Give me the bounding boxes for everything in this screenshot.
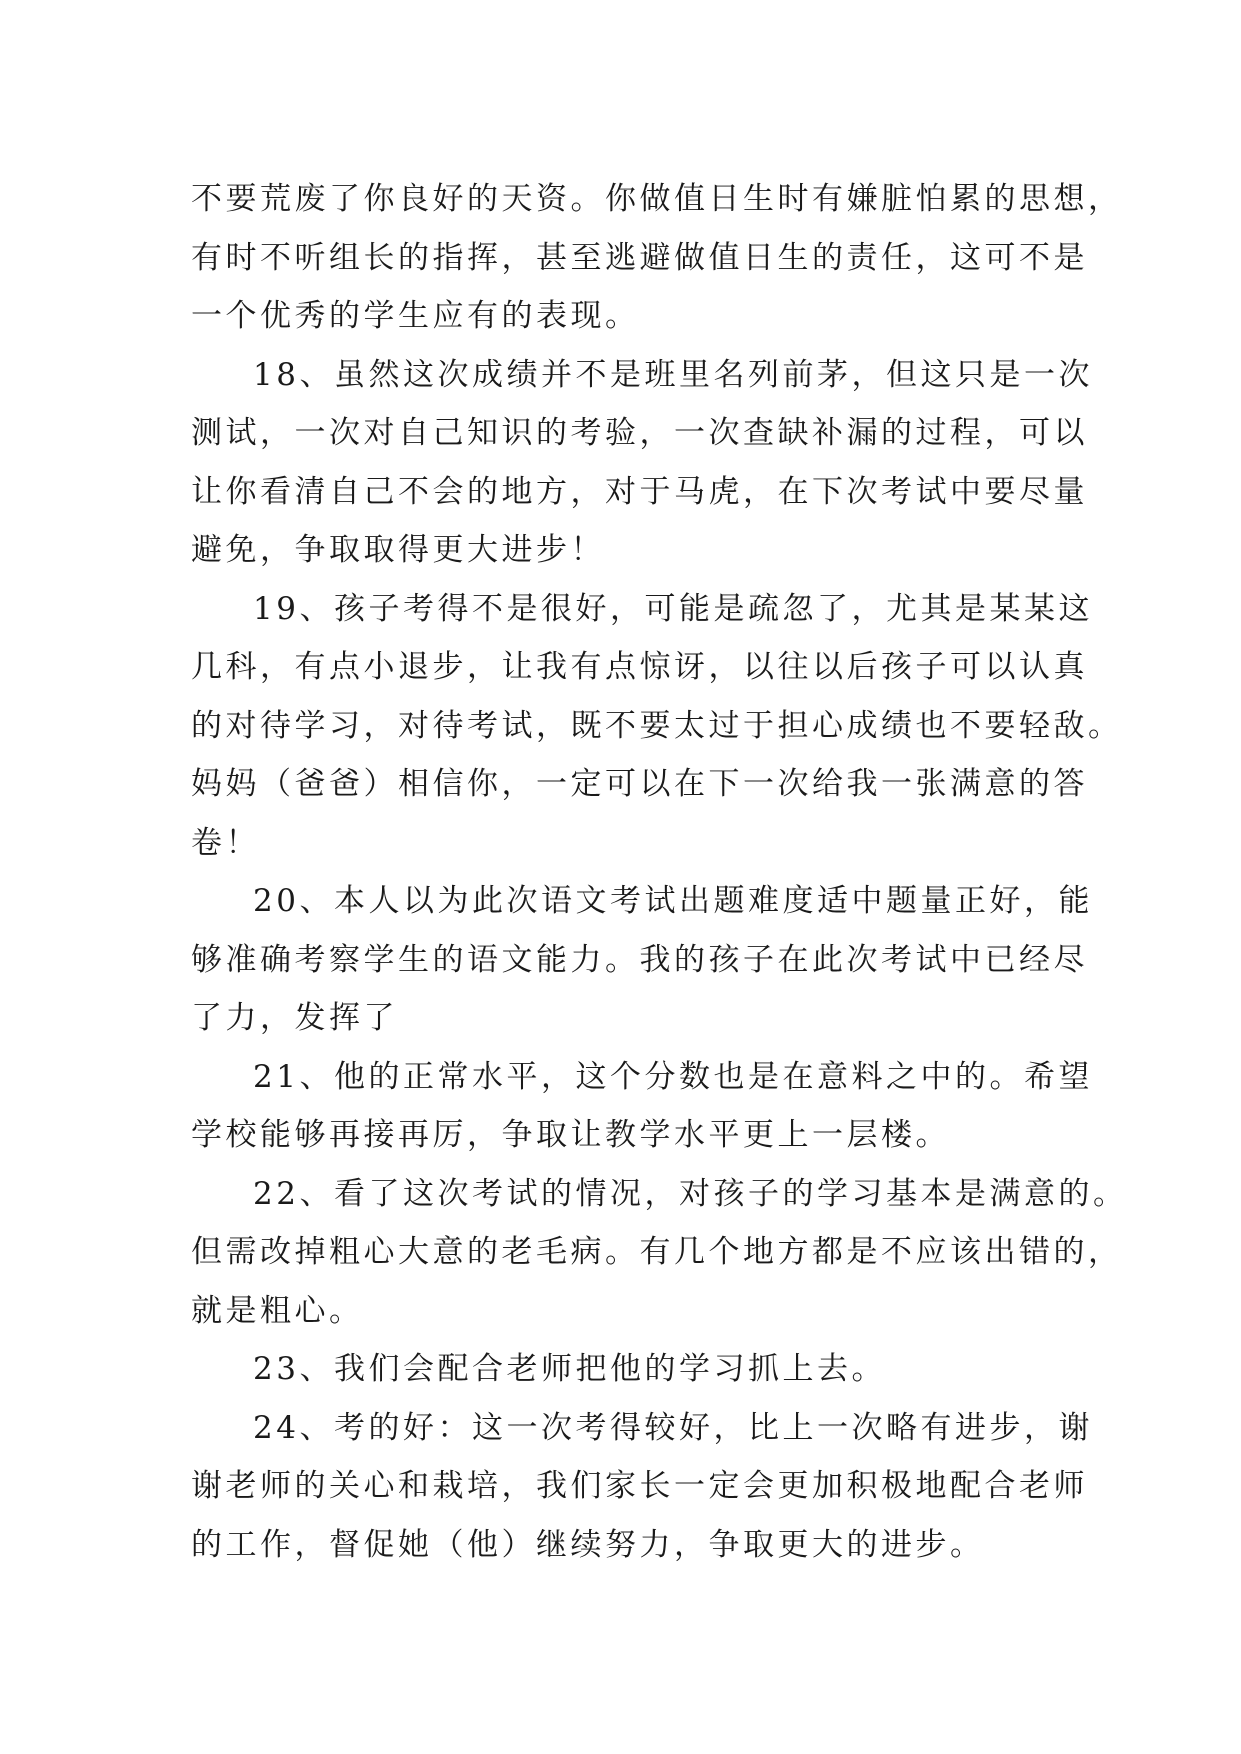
text-line: 妈妈（爸爸）相信你，一定可以在下一次给我一张满意的答 [191,766,1088,802]
text-line: 23、我们会配合老师把他的学习抓上去。 [253,1351,886,1387]
text-line: 卷！ [191,824,260,861]
text-line: 24、考的好：这一次考得较好，比上一次略有进步，谢 [253,1409,1093,1446]
text-line: 测试，一次对自己知识的考验，一次查缺补漏的过程，可以 [191,415,1088,451]
text-line: 21、他的正常水平，这个分数也是在意料之中的。希望 [253,1058,1093,1095]
paragraph-20 [191,872,1093,1048]
text-line: 避免，争取取得更大进步！ [191,532,605,568]
text-line: 的工作，督促她（他）继续努力，争取更大的进步。 [191,1526,985,1563]
text-line: 20、本人以为此次语文考试出题难度适中题量正好，能 [253,883,1093,919]
document-body [191,170,1128,1574]
text-line: 几科，有点小退步，让我有点惊讶，以往以后孩子可以认真 [191,649,1088,685]
text-line: 不要荒废了你良好的天资。你做值日生时有嫌脏怕累的思想， [191,181,1123,217]
text-line: 谢老师的关心和栽培，我们家长一定会更加积极地配合老师 [191,1468,1088,1504]
text-line: 让你看清自己不会的地方，对于马虎，在下次考试中要尽量 [191,473,1088,510]
text-line: 够准确考察学生的语文能力。我的孩子在此次考试中已经尽 [191,941,1088,978]
text-line: 学校能够再接再厉，争取让教学水平更上一层楼。 [191,1117,950,1153]
paragraph-18 [191,346,1093,580]
text-line: 有时不听组长的指挥，甚至逃避做值日生的责任，这可不是 [191,239,1088,276]
text-line: 但需改掉粗心大意的老毛病。有几个地方都是不应该出错的， [191,1234,1123,1270]
text-line: 一个优秀的学生应有的表现。 [191,298,640,334]
paragraph-continued [191,170,1123,346]
text-line: 19、孩子考得不是很好，可能是疏忽了，尤其是某某这 [253,590,1093,627]
text-line: 就是粗心。 [191,1292,364,1329]
paragraph-22 [191,1165,1128,1341]
text-line: 22、看了这次考试的情况，对孩子的学习基本是满意的。 [253,1175,1128,1212]
paragraph-19 [191,580,1123,873]
paragraph-24 [191,1399,1093,1575]
paragraph-23 [191,1340,1071,1399]
paragraph-21 [191,1048,1093,1165]
text-line: 18、虽然这次成绩并不是班里名列前茅，但这只是一次 [253,356,1093,393]
text-line: 了力，发挥了 [191,1000,398,1036]
text-line: 的对待学习，对待考试，既不要太过于担心成绩也不要轻敌。 [191,707,1123,744]
